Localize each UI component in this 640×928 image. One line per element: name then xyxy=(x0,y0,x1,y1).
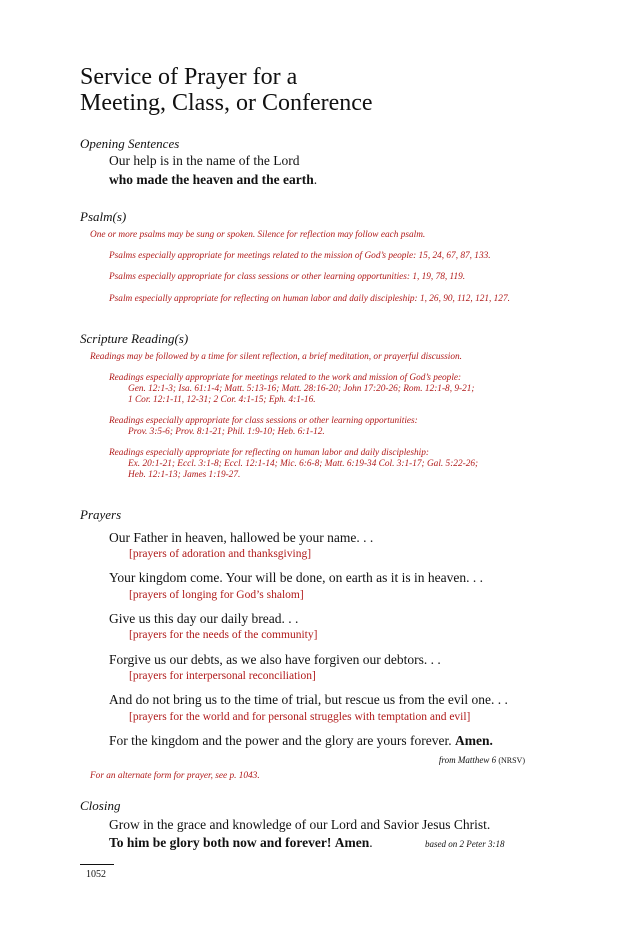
opening-response-period: . xyxy=(313,172,318,187)
opening-response-line xyxy=(109,172,317,188)
scripture-group-3-refs-1: Ex. 20:1-21; Eccl. 3:1-8; Eccl. 12:1-14; Mic. 6:6-8; Matt. 6:19-34 Col. 3:1-17; Gal. 5:22-26; xyxy=(128,459,479,469)
scripture-heading: Scripture Reading(s) xyxy=(80,331,189,346)
scripture-group-1-intro: Readings especially appropriate for meetings related to the work and mission of God’s people: xyxy=(109,373,462,383)
opening-response-text: who made the heaven and the earth xyxy=(109,172,314,187)
page-number-rule xyxy=(80,864,114,865)
prayer-doxology-text: For the kingdom and the power and the glory are yours forever. xyxy=(109,733,452,748)
prayer-petition-1: Our Father in heaven, hallowed be your name. . . xyxy=(109,530,374,545)
prayers-citation-version: (NRSV) xyxy=(498,756,525,765)
closing-heading: Closing xyxy=(80,798,121,813)
closing-amen: Amen xyxy=(334,835,370,850)
closing-response-line xyxy=(109,835,373,851)
scripture-group-3 xyxy=(109,448,478,481)
prayers-heading: Prayers xyxy=(80,507,122,522)
prayer-bracket-2: [prayers of longing for God’s shalom] xyxy=(129,589,304,601)
closing-citation: based on 2 Peter 3:18 xyxy=(425,839,505,849)
prayer-petition-3: Give us this day our daily bread. . . xyxy=(109,611,299,626)
scripture-rubric: Readings may be followed by a time for silent reflection, a brief meditation, or prayerful discussion. xyxy=(90,352,463,362)
title-line-2: Meeting, Class, or Conference xyxy=(80,90,373,116)
prayer-petition-4: Forgive us our debts, as we also have forgiven our debtors. . . xyxy=(109,652,441,667)
psalms-item-2: Psalms especially appropriate for class sessions or other learning opportunities: 1, 19, 78, 119. xyxy=(109,272,466,282)
scripture-group-2-refs-1: Prov. 3:5-6; Prov. 8:1-21; Phil. 1:9-10; Heb. 6:1-12. xyxy=(128,427,325,437)
page-title xyxy=(80,64,373,116)
opening-leader-line: Our help is in the name of the Lord xyxy=(109,153,300,168)
prayer-bracket-1: [prayers of adoration and thanksgiving] xyxy=(129,548,312,560)
alternate-prayer-rubric: For an alternate form for prayer, see p. 1043. xyxy=(90,771,260,781)
prayer-petition-5: And do not bring us to the time of trial, but rescue us from the evil one. . . xyxy=(109,692,508,707)
scripture-group-2-intro: Readings especially appropriate for class sessions or other learning opportunities: xyxy=(109,416,418,426)
prayers-citation xyxy=(439,755,525,765)
scripture-group-3-refs-2: Heb. 12:1-13; James 1:19-27. xyxy=(128,470,241,480)
title-line-1: Service of Prayer for a xyxy=(80,64,298,90)
prayer-petition-2: Your kingdom come. Your will be done, on earth as it is in heaven. . . xyxy=(109,570,483,585)
scripture-group-1 xyxy=(109,373,475,406)
scripture-group-2 xyxy=(109,416,418,438)
prayer-bracket-5: [prayers for the world and for personal struggles with temptation and evil] xyxy=(129,711,471,723)
scripture-group-1-refs-1: Gen. 12:1-3; Isa. 61:1-4; Matt. 5:13-16; Matt. 28:16-20; John 17:20-26; Rom. 12:1-8, 9-21; xyxy=(128,384,475,394)
prayer-doxology-line xyxy=(109,733,493,749)
scripture-group-3-intro: Readings especially appropriate for reflecting on human labor and daily discipleship: xyxy=(109,448,430,458)
psalms-item-1: Psalms especially appropriate for meetings related to the mission of God’s people: 15, 24, 67, 87, 133. xyxy=(109,251,491,261)
psalms-rubric: One or more psalms may be sung or spoken. Silence for reflection may follow each psalm. xyxy=(90,230,426,240)
closing-period: . xyxy=(369,835,373,850)
prayer-bracket-4: [prayers for interpersonal reconciliation] xyxy=(129,670,316,682)
scripture-group-1-refs-2: 1 Cor. 12:1-11, 12-31; 2 Cor. 4:1-15; Eph. 4:1-16. xyxy=(128,395,316,405)
opening-heading: Opening Sentences xyxy=(80,136,180,151)
page-number: 1052 xyxy=(86,869,106,880)
psalms-heading: Psalm(s) xyxy=(80,209,127,224)
closing-response-text: To him be glory both now and forever! xyxy=(109,835,332,850)
prayers-citation-text: from Matthew 6 xyxy=(438,755,497,765)
prayer-bracket-3: [prayers for the needs of the community] xyxy=(129,629,318,641)
closing-leader-line: Grow in the grace and knowledge of our Lord and Savior Jesus Christ. xyxy=(109,817,491,832)
psalms-item-3: Psalm especially appropriate for reflecting on human labor and daily discipleship: 1, 26, 90, 112, 121, 127. xyxy=(109,294,510,304)
prayer-amen: Amen. xyxy=(455,733,493,748)
